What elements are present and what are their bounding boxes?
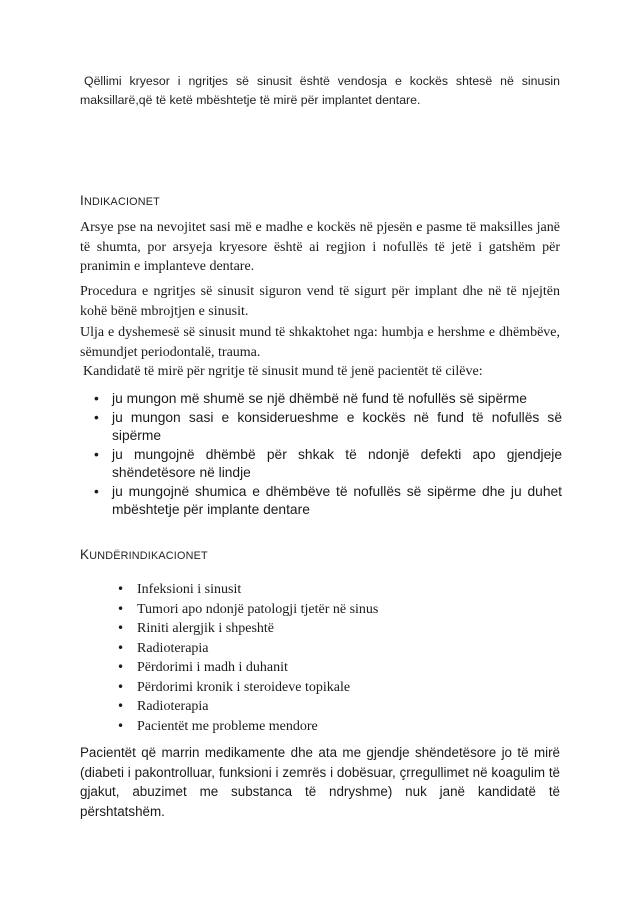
closing-paragraph: Pacientët që marrin medikamente dhe ata me gjendje shëndetësore jo të mirë (diabeti i pakontrolluar, funksioni i zemrës i dobësuar, çrregullimet në koagulim të gjakut, abuzimet me substanca të ndryshme) nuk janë kandidatë të përshtatshëm.: [80, 745, 560, 819]
paragraph-reasons: Arsye pse na nevojitet sasi më e madhe e kockës në pjesën e pasme të maksilles janë të shumta, por arsyeja kryesore është ai regjion i nofullës të jetë i gatshëm për pranimin e implanteve dentare.: [80, 220, 560, 274]
heading-initial: I: [80, 193, 84, 208]
intro-paragraph: [80, 72, 560, 110]
heading-kunderindikacionet: [80, 546, 208, 564]
heading-indikacionet: [80, 192, 160, 210]
heading-rest: UNDËRINDIKACIONET: [89, 550, 208, 562]
list-item: • Përdorimi kronik i steroideve topikale: [117, 678, 378, 698]
heading-initial: K: [80, 547, 90, 562]
list-item: • Radioterapia: [117, 639, 378, 659]
list-item: • Riniti alergjik i shpeshtë: [117, 619, 378, 639]
list-item: • Radioterapia: [117, 697, 378, 717]
contraindications-list: [117, 580, 378, 736]
list-item: • ju mungon sasi e konsiderueshme e kockës në fund të nofullës së sipërme: [94, 409, 562, 446]
paragraph-procedure: Procedura e ngritjes së sinusit siguron vend të sigurt për implant dhe në të njejtën kohë bënë mbrojtjen e sinusit.: [80, 284, 560, 319]
paragraph-candidates-intro: Kandidatë të mirë për ngritje të sinusit mund të jenë pacientët të cilëve:: [83, 364, 483, 379]
list-item: • Pacientët me probleme mendore: [117, 717, 378, 737]
list-item: • ju mungojnë shumica e dhëmbëve të nofullës së sipërme dhe ju duhet mbështetje për implante dentare: [94, 483, 562, 520]
list-item: • ju mungojnë dhëmbë për shkak të ndonjë defekti apo gjendjeje shëndetësore në lindje: [94, 446, 562, 483]
intro-text: Qëllimi kryesor i ngritjes së sinusit është vendosja e kockës shtesë në sinusin maksillarë,që të ketë mbështetje të mirë për implantet dentare.: [80, 74, 560, 107]
candidates-list: [94, 390, 562, 520]
list-item: • Përdorimi i madh i duhanit: [117, 658, 378, 678]
list-item: • ju mungon më shumë se një dhëmbë në fund të nofullës së sipërme: [94, 390, 562, 409]
heading-rest: NDIKACIONET: [83, 196, 160, 208]
list-item: • Infeksioni i sinusit: [117, 580, 378, 600]
paragraph-causes: Ulja e dyshemesë së sinusit mund të shkaktohet nga: humbja e hershme e dhëmbëve, sëmundjet periodontalë, trauma.: [80, 325, 560, 360]
list-item: • Tumori apo ndonjë patologji tjetër në sinus: [117, 600, 378, 620]
